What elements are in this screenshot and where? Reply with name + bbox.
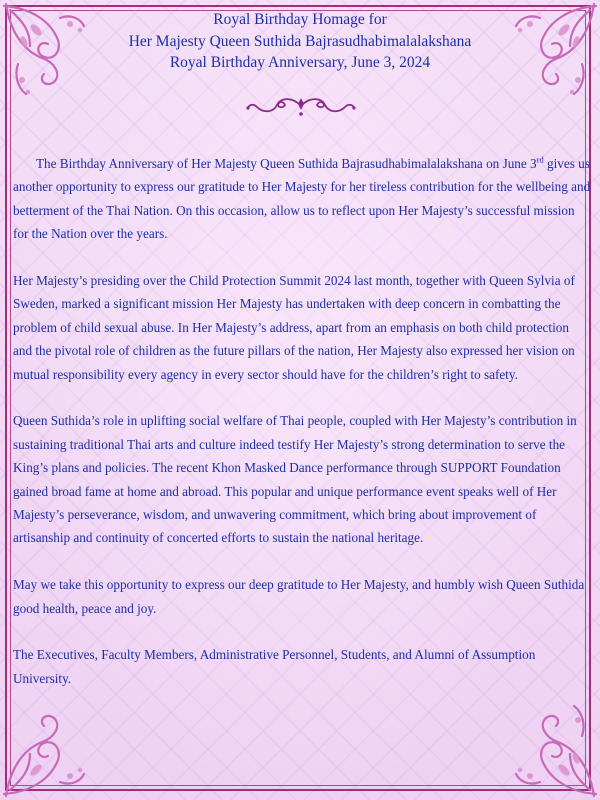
paragraph-4: May we take this opportunity to express our deep gratitude to Her Majesty, and humbly wish Queen Suthida good health, peace and joy. (13, 577, 585, 616)
ordinal-suffix: rd (536, 154, 544, 165)
paragraph-1-start: The Birthday Anniversary of Her Majesty Queen Suthida Bajrasudhabimalalakshana on June 3 (36, 156, 537, 171)
paragraph-3: Queen Suthida’s role in uplifting social welfare of Thai people, coupled with Her Majesty’s contribution in sustaining traditional Thai arts and culture indeed testify Her Majesty’s strong determination to serve the King’s plans and policies. The recent Khon Masked Dance performance through SUPPORT Foundation gained broad fame at home and abroad. This popular and unique performance event speaks well of Her Majesty’s perseverance, wisdom, and unwavering commitment, which bring about improvement of artisanship and continuity of concerted efforts to sustain the national heritage. (13, 413, 577, 546)
homage-body (13, 152, 591, 690)
paragraph-2: Her Majesty’s presiding over the Child Protection Summit 2024 last month, together with Queen Sylvia of Sweden, marked a significant mission Her Majesty has undertaken with deep concern in combatting the problem of child sexual abuse. In Her Majesty’s address, apart from an emphasis on both child protection and the pivotal role of children as the future pillars of the nation, Her Majesty also expressed her vision on mutual responsibility every agency in every sector should have for the children’s right to safety. (13, 273, 575, 382)
title-line-3: Royal Birthday Anniversary, June 3, 2024 (169, 54, 431, 71)
paragraph-1-rest: gives us another opportunity to express our gratitude to Her Majesty for her tireless contribution for the wellbeing and betterment of the Thai Nation. On this occasion, allow us to reflect upon Her Majesty’s successful mission for the Nation over the years. (13, 156, 591, 242)
title-block (40, 9, 560, 74)
title-line-2: Her Majesty Queen Suthida Bajrasudhabimalalakshana (128, 32, 472, 50)
ornamental-divider-icon (245, 93, 357, 119)
paragraph-1 (13, 152, 591, 246)
signature: The Executives, Faculty Members, Administrative Personnel, Students, and Alumni of Assumption University. (13, 647, 536, 686)
title-line-1: Royal Birthday Homage for (213, 11, 387, 28)
